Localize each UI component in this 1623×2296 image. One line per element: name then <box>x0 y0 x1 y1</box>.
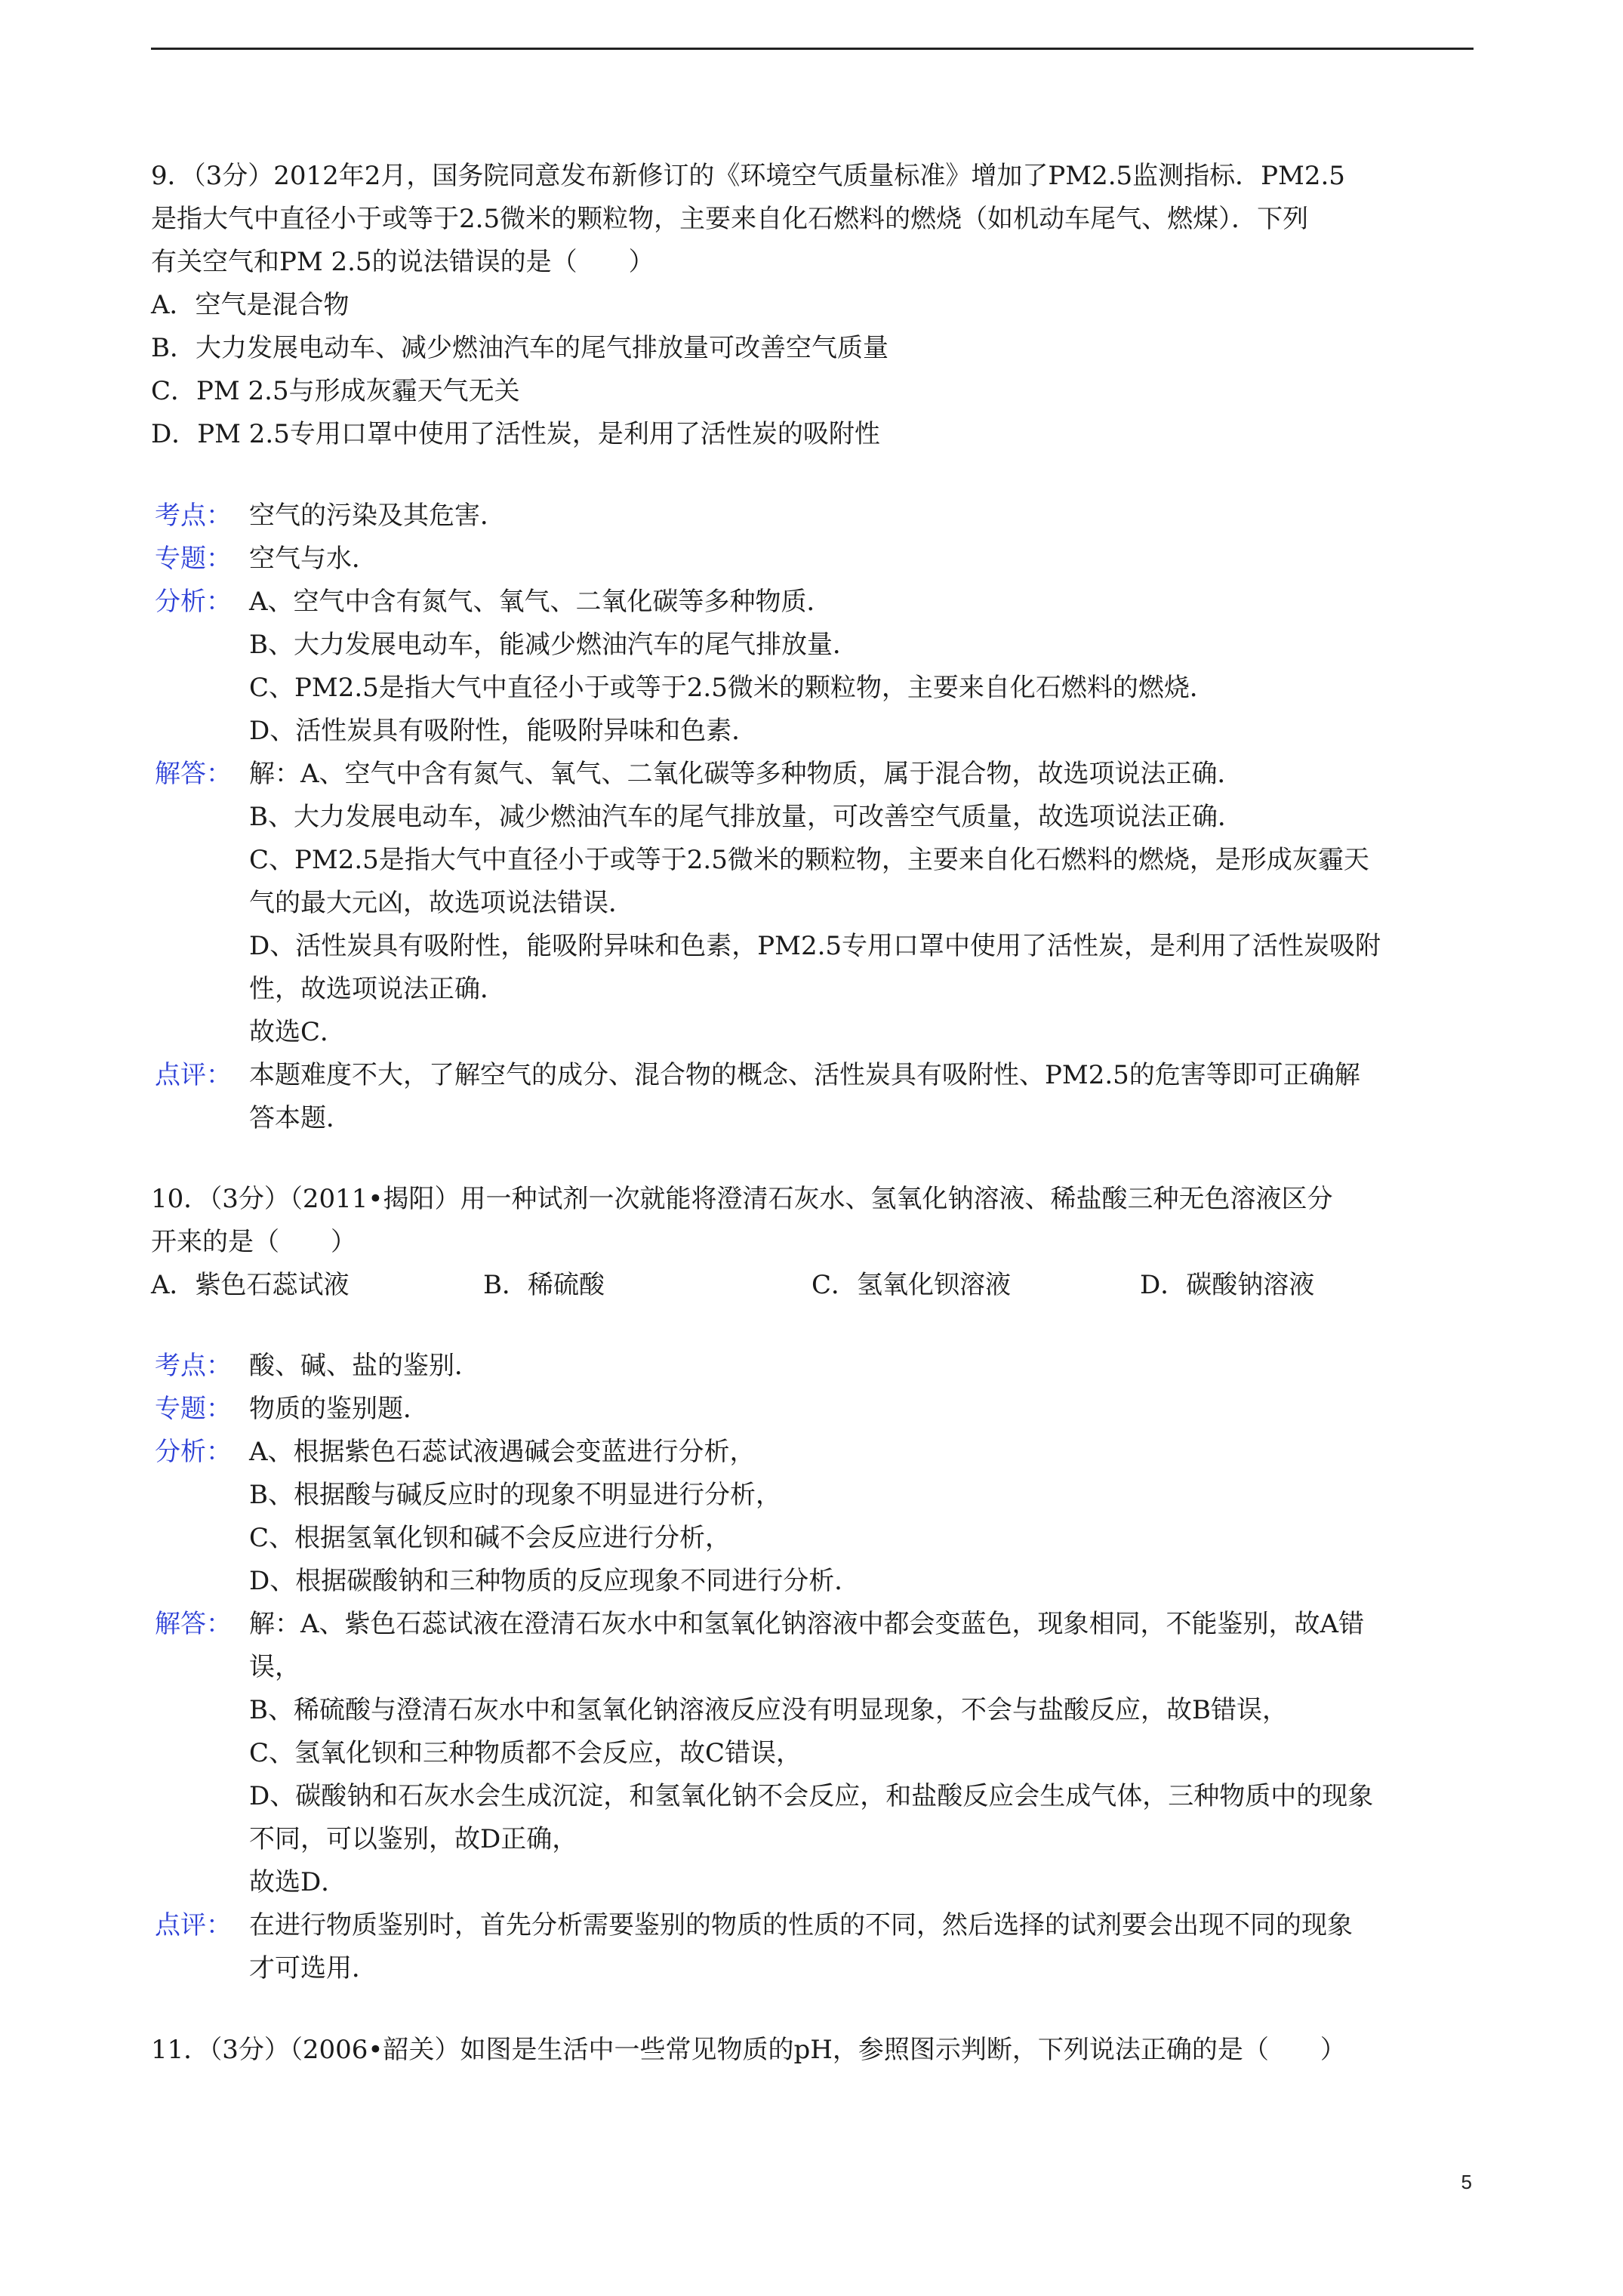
q9-jieda-line-6: 性，故选项说法正确． <box>249 974 506 1004</box>
q9-jieda-line-7: 故选C． <box>249 1017 346 1047</box>
q9-option-d: D．PM 2.5专用口罩中使用了活性炭，是利用了活性炭的吸附性 <box>151 419 880 449</box>
q9-fenxi-label: 分析： <box>155 587 232 617</box>
q9-option-c: C．PM 2.5与形成灰霾天气无关 <box>151 376 520 406</box>
q9-fenxi-line-2: B、大力发展电动车，能减少燃油汽车的尾气排放量． <box>249 630 858 660</box>
q9-dianping-line-1: 本题难度不大，了解空气的成分、混合物的概念、活性炭具有吸附性、PM2.5的危害等即可正确解 <box>249 1060 1360 1090</box>
q10-stem-line-2: 开来的是（ ） <box>151 1227 356 1257</box>
q9-option-b: B．大力发展电动车、减少燃油汽车的尾气排放量可改善空气质量 <box>151 333 888 363</box>
q10-fenxi-label: 分析： <box>155 1437 232 1467</box>
q10-fenxi-line-2: B、根据酸与碱反应时的现象不明显进行分析， <box>249 1480 781 1510</box>
header-rule <box>151 48 1474 50</box>
q10-jieda-line-1: 解：A、紫色石蕊试液在澄清石灰水中和氢氧化钠溶液中都会变蓝色，现象相同，不能鉴别，故A错 <box>249 1609 1365 1639</box>
q10-fenxi-line-3: C、根据氢氧化钡和碱不会反应进行分析， <box>249 1523 731 1553</box>
q9-fenxi-line-4: D、活性炭具有吸附性，能吸附异味和色素． <box>249 716 758 746</box>
q9-kaodian-label: 考点： <box>155 501 232 531</box>
q9-jieda-line-2: B、大力发展电动车，减少燃油汽车的尾气排放量，可改善空气质量，故选项说法正确． <box>249 802 1243 832</box>
q9-dianping-label: 点评： <box>155 1060 232 1090</box>
q10-fenxi-line-1: A、根据紫色石蕊试液遇碱会变蓝进行分析， <box>249 1437 756 1467</box>
q9-stem-line-3: 有关空气和PM 2.5的说法错误的是（ ） <box>151 247 654 277</box>
q9-stem-line-2: 是指大气中直径小于或等于2.5微米的颗粒物，主要来自化石燃料的燃烧（如机动车尾气、燃煤）．下列 <box>151 204 1309 234</box>
q10-jieda-label: 解答： <box>155 1609 232 1639</box>
q10-jieda-line-6: 不同，可以鉴别，故D正确， <box>249 1824 578 1854</box>
q10-option-b: B．稀硫酸 <box>483 1270 605 1300</box>
q10-jieda-line-3: B、稀硫酸与澄清石灰水中和氢氧化钠溶液反应没有明显现象，不会与盐酸反应，故B错误， <box>249 1695 1288 1725</box>
q10-jieda-line-4: C、氢氧化钡和三种物质都不会反应，故C错误， <box>249 1738 802 1768</box>
page-number: 5 <box>1461 2171 1472 2193</box>
q10-dianping-line-1: 在进行物质鉴别时，首先分析需要鉴别的物质的性质的不同，然后选择的试剂要会出现不同的现象 <box>249 1910 1353 1940</box>
q10-option-c: C．氢氧化钡溶液 <box>812 1270 1012 1300</box>
q9-jieda-line-5: D、活性炭具有吸附性，能吸附异味和色素，PM2.5专用口罩中使用了活性炭，是利用了活性炭吸附 <box>249 931 1381 961</box>
q9-fenxi-line-1: A、空气中含有氮气、氧气、二氧化碳等多种物质． <box>249 587 833 617</box>
q10-option-d: D．碳酸钠溶液 <box>1140 1270 1315 1300</box>
q9-kaodian-text: 空气的污染及其危害． <box>249 501 506 531</box>
q10-dianping-line-2: 才可选用． <box>249 1953 377 1983</box>
q10-jieda-line-2: 误， <box>249 1652 300 1682</box>
q10-jieda-line-5: D、碳酸钠和石灰水会生成沉淀，和氢氧化钠不会反应，和盐酸反应会生成气体，三种物质中的现象 <box>249 1781 1374 1811</box>
q9-option-a: A．空气是混合物 <box>151 290 350 320</box>
q10-zhuanti-text: 物质的鉴别题． <box>249 1394 429 1424</box>
q9-dianping-line-2: 答本题． <box>249 1103 352 1133</box>
q10-stem-line-1: 10．（3分）（2011•揭阳）用一种试剂一次就能将澄清石灰水、氢氧化钠溶液、稀盐酸三种无色溶液区分 <box>151 1184 1333 1214</box>
q10-fenxi-line-4: D、根据碳酸钠和三种物质的反应现象不同进行分析． <box>249 1566 861 1596</box>
q11-stem: 11．（3分）（2006•韶关）如图是生活中一些常见物质的pH，参照图示判断，下列说法正确的是（ ） <box>151 2035 1346 2065</box>
q9-jieda-line-4: 气的最大元凶，故选项说法错误． <box>249 888 634 918</box>
q9-stem-line-1: 9．（3分）2012年2月，国务院同意发布新修订的《环境空气质量标准》增加了PM2.5监测指标．PM2.5 <box>151 161 1345 191</box>
q10-dianping-label: 点评： <box>155 1910 232 1940</box>
q9-jieda-line-3: C、PM2.5是指大气中直径小于或等于2.5微米的颗粒物，主要来自化石燃料的燃烧，是形成灰霾天 <box>249 845 1369 875</box>
q9-fenxi-line-3: C、PM2.5是指大气中直径小于或等于2.5微米的颗粒物，主要来自化石燃料的燃烧． <box>249 673 1215 703</box>
q10-option-a: A．紫色石蕊试液 <box>151 1270 350 1300</box>
q9-jieda-label: 解答： <box>155 759 232 789</box>
q9-zhuanti-text: 空气与水． <box>249 544 377 574</box>
q10-zhuanti-label: 专题： <box>155 1394 232 1424</box>
q10-kaodian-label: 考点： <box>155 1351 232 1381</box>
q9-zhuanti-label: 专题： <box>155 544 232 574</box>
q9-jieda-line-1: 解：A、空气中含有氮气、氧气、二氧化碳等多种物质，属于混合物，故选项说法正确． <box>249 759 1243 789</box>
q10-jieda-line-7: 故选D． <box>249 1867 347 1897</box>
q10-kaodian-text: 酸、碱、盐的鉴别． <box>249 1351 480 1381</box>
